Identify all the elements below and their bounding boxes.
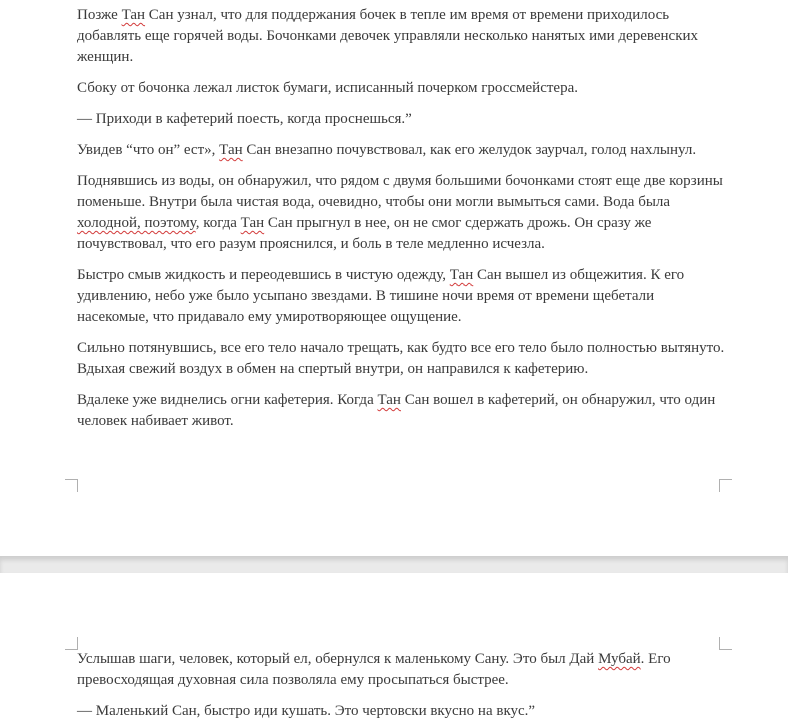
paragraph	[77, 265, 725, 328]
text-run: Увидев “что он” ест»,	[77, 142, 220, 158]
text-run: Сан вышел из общежития. К его удивлению, небо уже было усыпано звездами. В тишине ночи время от времени щебетали насекомые, что придавало ему умиротворяющее ощущение.	[77, 267, 685, 325]
text-run: — Приходи в кафетерий поесть, когда проснешься.”	[77, 111, 412, 127]
paragraph	[77, 390, 725, 432]
spellcheck-flagged-word: Тан	[240, 215, 265, 231]
spellcheck-flagged-word: Тан	[121, 7, 146, 23]
text-run: , когда	[195, 215, 241, 231]
text-run: — Маленький Сан, быстро иди кушать. Это чертовски вкусно на вкус.”	[77, 703, 536, 719]
document-page-2	[0, 573, 788, 728]
spellcheck-flagged-word: Тан	[219, 142, 243, 158]
paragraph	[77, 171, 725, 255]
text-run: Сан вошел в кафетерий, он обнаружил, что один человек набивает живот.	[77, 392, 716, 429]
text-run: Вдалеке уже виднелись огни кафетерия. Когда	[77, 392, 378, 408]
spellcheck-flagged-word: Тан	[449, 267, 474, 283]
text-run: Быстро смыв жидкость и переодевшись в чистую одежду,	[77, 267, 450, 283]
text-run: Услышав шаги, человек, который ел, обернулся к маленькому Сану. Это был Дай	[77, 651, 599, 667]
margin-corner-marker	[719, 479, 732, 492]
paragraph	[77, 78, 725, 99]
paragraph	[77, 649, 725, 691]
paragraph	[77, 109, 725, 130]
paragraph	[77, 338, 725, 380]
page-1-body-text[interactable]	[77, 5, 725, 442]
paragraph	[77, 5, 725, 68]
spellcheck-flagged-word: Тан	[377, 392, 401, 408]
text-run: Поднявшись из воды, он обнаружил, что рядом с двумя большими бочонками стоят еще две корзины поменьше. Внутри была чистая вода, очевидно, чтобы они могли вымыться сами. Вода была	[77, 173, 723, 210]
text-run: Сан прыгнул в нее, он не смог сдержать дрожь. Он сразу же почувствовал, что его разум прояснился, и боль в теле медленно исчезла.	[77, 215, 652, 252]
text-run: Сан узнал, что для поддержания бочек в тепле им время от времени приходилось добавлять еще горячей воды. Бочонками девочек управляли несколько нанятых ими деревенских женщин.	[77, 7, 699, 65]
text-run: Сан внезапно почувствовал, как его желудок заурчал, голод нахлынул.	[242, 142, 697, 158]
margin-corner-marker	[65, 479, 78, 492]
text-run: Сбоку от бочонка лежал листок бумаги, исписанный почерком гроссмейстера.	[77, 80, 578, 96]
text-run: Позже	[77, 7, 122, 23]
text-run: Сильно потянувшись, все его тело начало трещать, как будто все его тело было полностью вытянуто. Вдыхая свежий воздух в обмен на спертый внутри, он направился к кафетерию.	[77, 340, 725, 377]
text-run: . Его превосходящая духовная сила позволяла ему просыпаться быстрее.	[77, 651, 671, 688]
spellcheck-flagged-word: холодной, поэтому	[77, 215, 196, 231]
page-break-separator	[0, 556, 788, 574]
paragraph	[77, 701, 725, 722]
spellcheck-flagged-word: Мубай	[598, 651, 641, 667]
paragraph	[77, 140, 725, 161]
page-2-body-text[interactable]	[77, 649, 725, 728]
